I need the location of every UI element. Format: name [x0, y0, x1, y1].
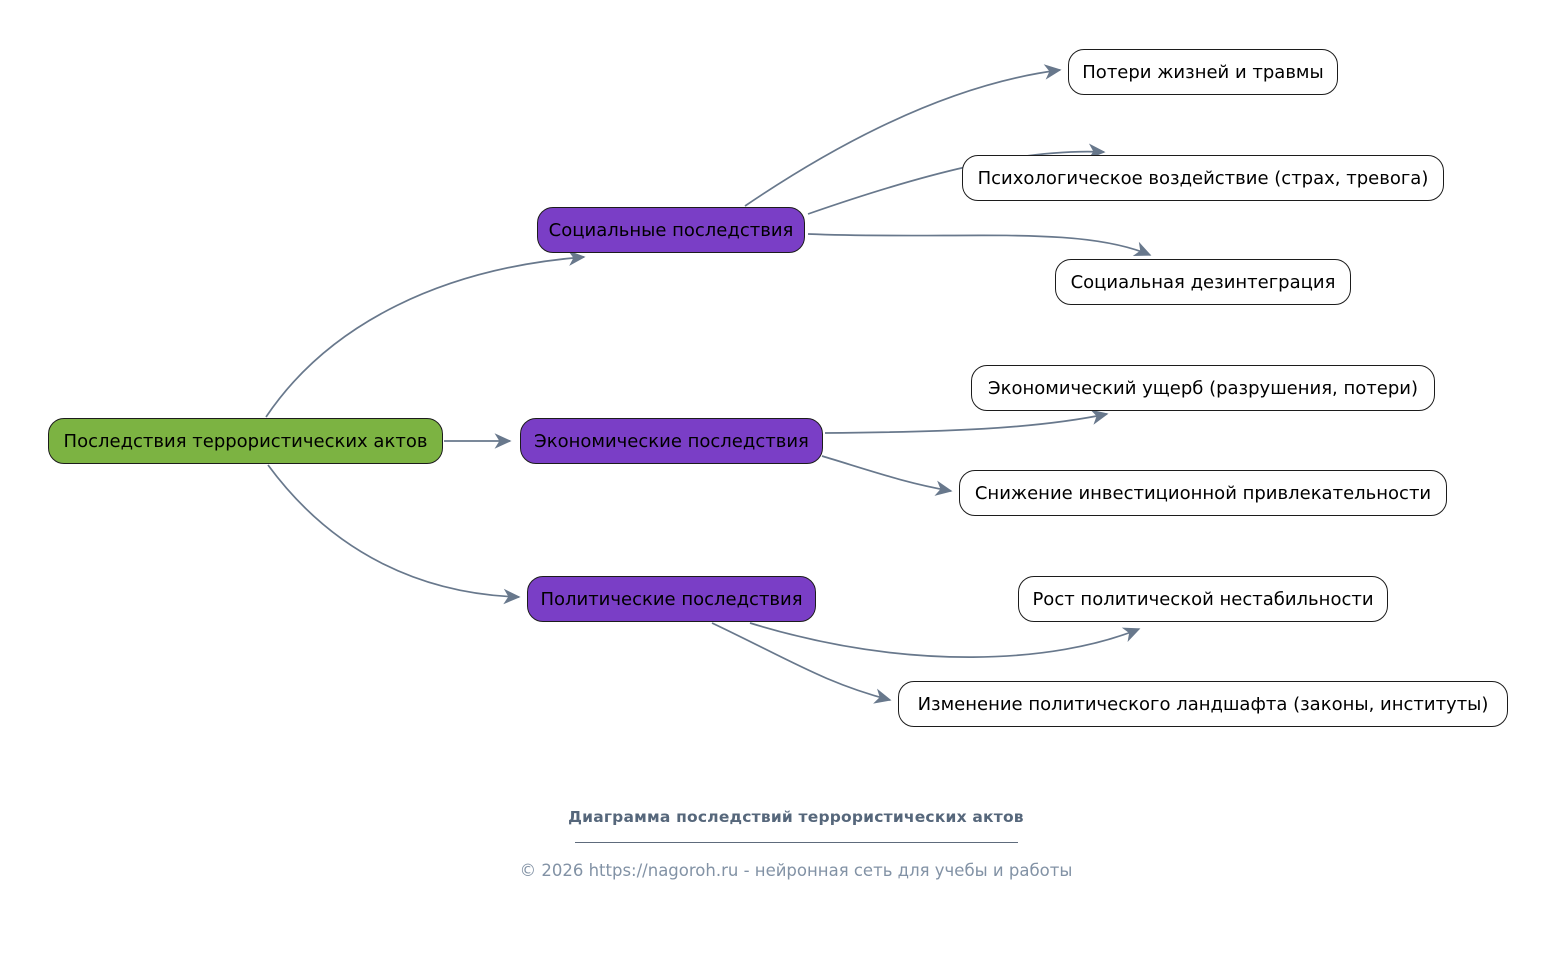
branch-node-economic: Экономические последствия: [520, 418, 823, 464]
leaf-node-social-disintegration: Социальная дезинтеграция: [1055, 259, 1351, 305]
edge-root-political: [268, 465, 519, 597]
edge-political-landscape: [712, 623, 890, 700]
footer-title: Диаграмма последствий террористических актов: [568, 808, 1024, 826]
edge-economic-damage: [825, 414, 1107, 433]
leaf-node-political-instability: Рост политической нестабильности: [1018, 576, 1388, 622]
edge-social-disintegration: [808, 234, 1150, 255]
leaf-node-political-landscape-change: Изменение политического ландшафта (законы, институты): [898, 681, 1508, 727]
footer-copyright: © 2026 https://nagoroh.ru - нейронная сеть для учебы и работы: [519, 861, 1073, 880]
leaf-node-economic-damage: Экономический ущерб (разрушения, потери): [971, 365, 1435, 411]
leaf-node-lives-and-injuries: Потери жизней и травмы: [1068, 49, 1338, 95]
branch-node-social: Социальные последствия: [537, 207, 805, 253]
edge-root-social: [266, 257, 584, 417]
footer: [346, 808, 1246, 880]
branch-node-political: Политические последствия: [527, 576, 816, 622]
edge-economic-investment: [822, 456, 951, 491]
root-node: Последствия террористических актов: [48, 418, 443, 464]
leaf-node-investment-decline: Снижение инвестиционной привлекательности: [959, 470, 1447, 516]
footer-divider: [575, 842, 1018, 843]
leaf-node-psychological-impact: Психологическое воздействие (страх, тревога): [962, 155, 1444, 201]
edge-political-instability: [750, 623, 1139, 657]
